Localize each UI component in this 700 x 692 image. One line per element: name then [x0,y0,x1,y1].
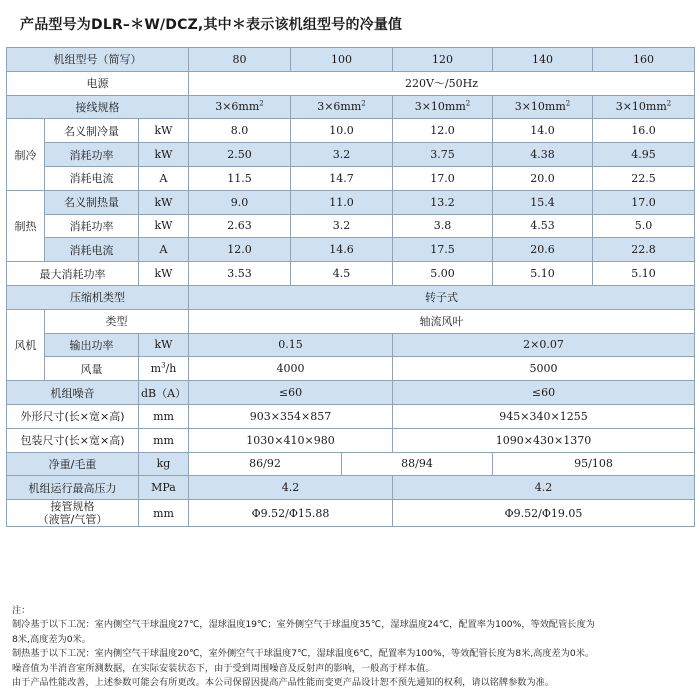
row-label: 名义制热量 [45,190,139,214]
row-unit: kW [139,119,189,143]
cell-value: 3.8 [393,214,493,238]
cell-value: 12.0 [189,238,291,262]
row-label: 消耗电流 [45,166,139,190]
note-line: 8米,高度差为0米。 [12,633,91,645]
cell-value: 1030×410×980 [189,428,393,452]
table-row-heating-power [7,214,695,238]
row-unit: A [139,166,189,190]
cell-value: 5000 [393,357,695,381]
row-unit: $m^3/h$ [139,357,189,381]
cell-value: 945×340×1255 [393,404,695,428]
table-row-pressure [7,476,695,500]
cell-value: Φ9.52/Φ19.05 [393,500,695,527]
pressure-label: 机组运行最高压力 [7,476,139,500]
row-unit: mm [139,500,189,527]
row-label: 消耗电流 [45,238,139,262]
row-label: 名义制冷量 [45,119,139,143]
cell-value: 5.00 [393,262,493,286]
fan-group-label: 风机 [7,309,45,380]
model-100: 100 [291,48,393,72]
weight-label: 净重/毛重 [7,452,139,476]
row-label: 消耗功率 [45,143,139,167]
cell-value: 14.6 [291,238,393,262]
model-120: 120 [393,48,493,72]
cell-value: 20.6 [493,238,593,262]
wiring-label: 接线规格 [7,95,189,119]
row-unit: kW [139,262,189,286]
cell-value: 17.5 [393,238,493,262]
note-line: 噪音值为半消音室所测数据，在实际安装状态下，由于受到周围噪音及反射声的影响，一般高于样本值。 [12,662,435,674]
cell-value: 2×0.07 [393,333,695,357]
cell-value: 0.15 [189,333,393,357]
cell-value: ≤60 [189,381,393,405]
table-row-pipe [7,500,695,527]
cell-value: 14.7 [291,166,393,190]
model-140: 140 [493,48,593,72]
table-row-power-supply [7,71,695,95]
pipe-label: 接管规格 （液管/气管） [7,500,139,527]
cell-value: Φ9.52/Φ15.88 [189,500,393,527]
table-row-fan-flow [7,357,695,381]
compressor-value: 转子式 [189,285,695,309]
dimensions-label: 外形尺寸(长×宽×高) [7,404,139,428]
cooling-group-label: 制冷 [7,119,45,190]
note-line: 由于产品性能改善，上述参数可能会有所更改。本公司保留因提高产品性能而变更产品设计恕不预先通知的权利，请以铭牌参数为准。 [12,677,555,689]
wiring-value: $3\times 6mm^2$ [189,95,291,119]
row-unit: A [139,238,189,262]
cell-value: 17.0 [593,190,695,214]
table-row-dimensions [7,404,695,428]
table-row-weight [7,452,695,476]
row-unit: kg [139,452,189,476]
cell-value: 12.0 [393,119,493,143]
cell-value: 13.2 [393,190,493,214]
fan-type-value: 轴流风叶 [189,309,695,333]
row-unit: MPa [139,476,189,500]
cell-value: 4.2 [189,476,393,500]
table-row-header [7,48,695,72]
row-label: 消耗功率 [45,214,139,238]
row-unit: kW [139,333,189,357]
cell-value: 1090×430×1370 [393,428,695,452]
row-unit: dB（A） [139,381,189,405]
row-label: 输出功率 [45,333,139,357]
cell-value: 88/94 [342,452,493,476]
cell-value: 5.0 [593,214,695,238]
cell-value: 3.2 [291,143,393,167]
cell-value: 903×354×857 [189,404,393,428]
cell-value: 22.8 [593,238,695,262]
cell-value: 95/108 [493,452,695,476]
row-unit: kW [139,143,189,167]
wiring-value: $3\times 10mm^2$ [493,95,593,119]
wiring-value: $3\times 10mm^2$ [593,95,695,119]
cell-value: 3.53 [189,262,291,286]
model-header-label: 机组型号（简写） [7,48,189,72]
table-row-heating-capacity [7,190,695,214]
cell-value: 16.0 [593,119,695,143]
heating-group-label: 制热 [7,190,45,261]
table-row-fan-type [7,309,695,333]
cell-value: 2.63 [189,214,291,238]
page-title: 产品型号为DLR–＊W/DCZ,其中＊表示该机组型号的冷量值 [20,17,403,33]
cell-value: 5.10 [493,262,593,286]
cell-value: 2.50 [189,143,291,167]
cell-value: 86/92 [189,452,342,476]
model-80: 80 [189,48,291,72]
cell-value: 20.0 [493,166,593,190]
cell-value: 8.0 [189,119,291,143]
cell-value: ≤60 [393,381,695,405]
row-unit: kW [139,190,189,214]
note-line: 注： [12,605,31,616]
cell-value: 5.10 [593,262,695,286]
table-row-max-power [7,262,695,286]
cell-value: 3.2 [291,214,393,238]
power-supply-label: 电源 [7,71,189,95]
cell-value: 22.5 [593,166,695,190]
cell-value: 11.5 [189,166,291,190]
row-label: 风量 [45,357,139,381]
cell-value: 4000 [189,357,393,381]
row-unit: mm [139,428,189,452]
cell-value: 4.95 [593,143,695,167]
noise-label: 机组噪音 [7,381,139,405]
compressor-label: 压缩机类型 [7,285,189,309]
cell-value: 11.0 [291,190,393,214]
packing-label: 包装尺寸(长×宽×高) [7,428,139,452]
cell-value: 17.0 [393,166,493,190]
cell-value: 15.4 [493,190,593,214]
max-power-label: 最大消耗功率 [7,262,139,286]
wiring-value: $3\times 10mm^2$ [393,95,493,119]
table-row-packing [7,428,695,452]
table-row-wiring [7,95,695,119]
cell-value: 4.38 [493,143,593,167]
table-row-cooling-power [7,143,695,167]
cell-value: 4.2 [393,476,695,500]
note-line: 制热基于以下工况：室内侧空气干球温度20℃，室外侧空气干球温度7℃，湿球温度6℃，配置率为100%，等效配管长度为8米,高度差为0米。 [12,648,595,660]
power-supply-value: 220V～/50Hz [189,71,695,95]
cell-value: 4.53 [493,214,593,238]
row-unit: mm [139,404,189,428]
wiring-value: $3\times 6mm^2$ [291,95,393,119]
cell-value: 14.0 [493,119,593,143]
fan-type-label: 类型 [45,309,189,333]
table-row-fan-power [7,333,695,357]
row-unit: kW [139,214,189,238]
cell-value: 4.5 [291,262,393,286]
cell-value: 3.75 [393,143,493,167]
note-line: 制冷基于以下工况：室内侧空气干球温度27℃，湿球温度19℃；室外侧空气干球温度35℃，湿球温度24℃，配置率为100%，等效配管长度为 [12,619,595,631]
cell-value: 9.0 [189,190,291,214]
table-row-cooling-capacity [7,119,695,143]
table-row-cooling-current [7,166,695,190]
cell-value: 10.0 [291,119,393,143]
spec-table [6,47,695,527]
table-row-heating-current [7,238,695,262]
model-160: 160 [593,48,695,72]
footnotes [12,604,692,690]
table-row-noise [7,381,695,405]
table-row-compressor [7,285,695,309]
